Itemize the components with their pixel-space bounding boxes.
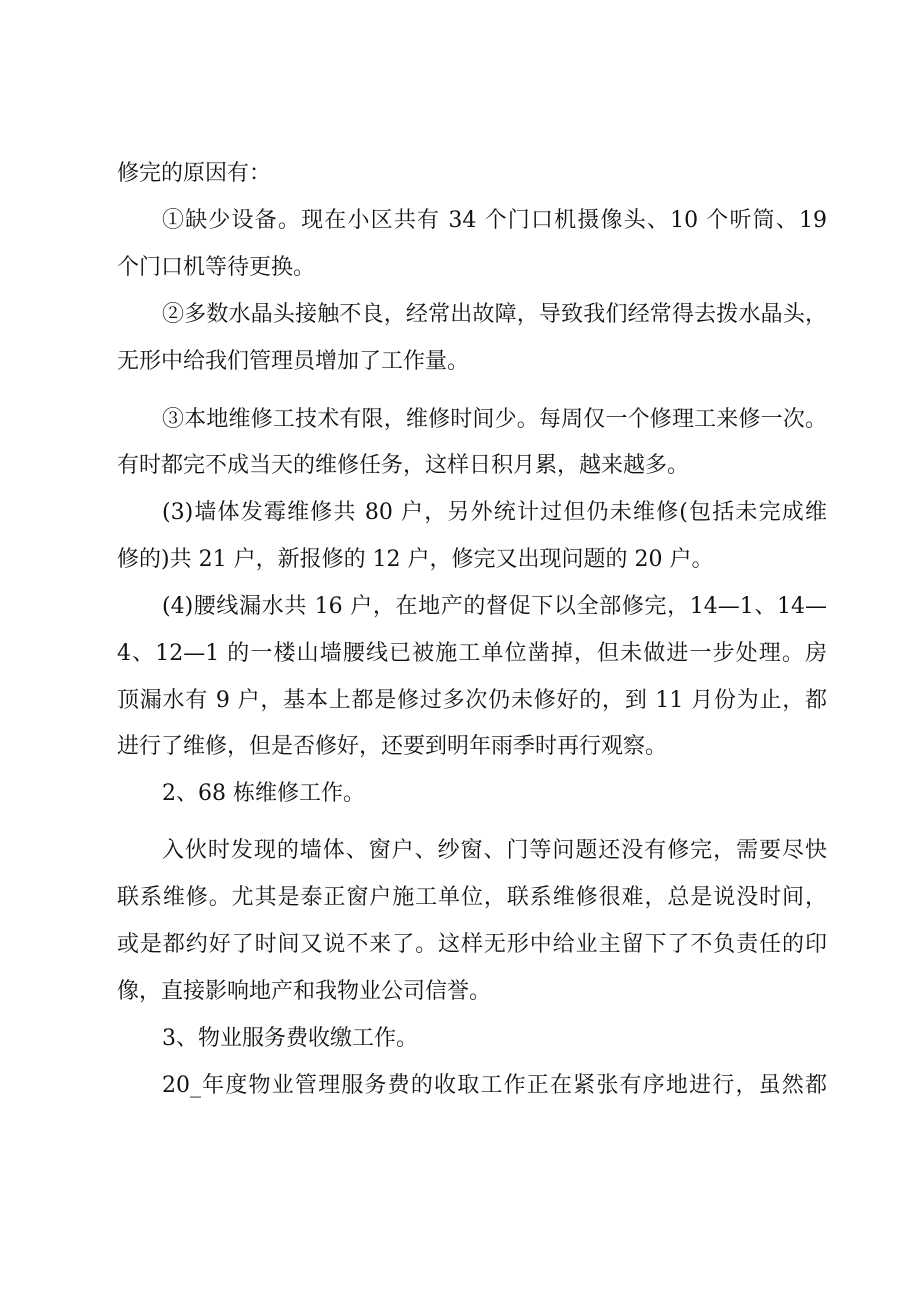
text-line: 修完的原因有： [117,161,272,186]
text-line: ②多数水晶头接触不良，经常出故障，导致我们经常得去拨水晶头， [162,302,827,327]
text-line: 或是都约好了时间又说不来了。这样无形中给业主留下了不负责任的印 [117,932,827,957]
section-heading: 2、68 栋维修工作。 [162,781,365,806]
section-heading: 3、物业服务费收缴工作。 [162,1026,418,1051]
text-line: 联系维修。尤其是泰正窗户施工单位，联系维修很难，总是说没时间， [117,885,827,910]
text-line: 无形中给我们管理员增加了工作量。 [117,349,470,374]
text-line: 4、12—1 的一楼山墙腰线已被施工单位凿掉，但未做进一步处理。房 [117,641,827,666]
text-line: 个门口机等待更换。 [117,255,316,280]
text-line: ③本地维修工技术有限，维修时间少。每周仅一个修理工来修一次。 [162,407,827,432]
text-line: 有时都完不成当天的维修任务，这样日积月累，越来越多。 [117,453,690,478]
text-line: 入伙时发现的墙体、窗户、纱窗、门等问题还没有修完，需要尽快 [162,838,827,863]
text-line: 20_年度物业管理服务费的收取工作正在紧张有序地进行，虽然都 [162,1073,827,1098]
text-line: 像，直接影响地产和我物业公司信誉。 [117,979,492,1004]
text-line: ①缺少设备。现在小区共有 34 个门口机摄像头、10 个听筒、19 [162,208,827,233]
text-line: 进行了维修，但是否修好，还要到明年雨季时再行观察。 [117,734,668,759]
text-line: 修的)共 21 户，新报修的 12 户，修完又出现问题的 20 户。 [117,547,714,572]
text-line: (4)腰线漏水共 16 户，在地产的督促下以全部修完，14—1、14— [162,594,827,619]
text-line: 顶漏水有 9 户，基本上都是修过多次仍未修好的，到 11 月份为止，都 [117,688,827,713]
text-line: (3)墙体发霉维修共 80 户，另外统计过但仍未维修(包括未完成维 [162,500,827,525]
